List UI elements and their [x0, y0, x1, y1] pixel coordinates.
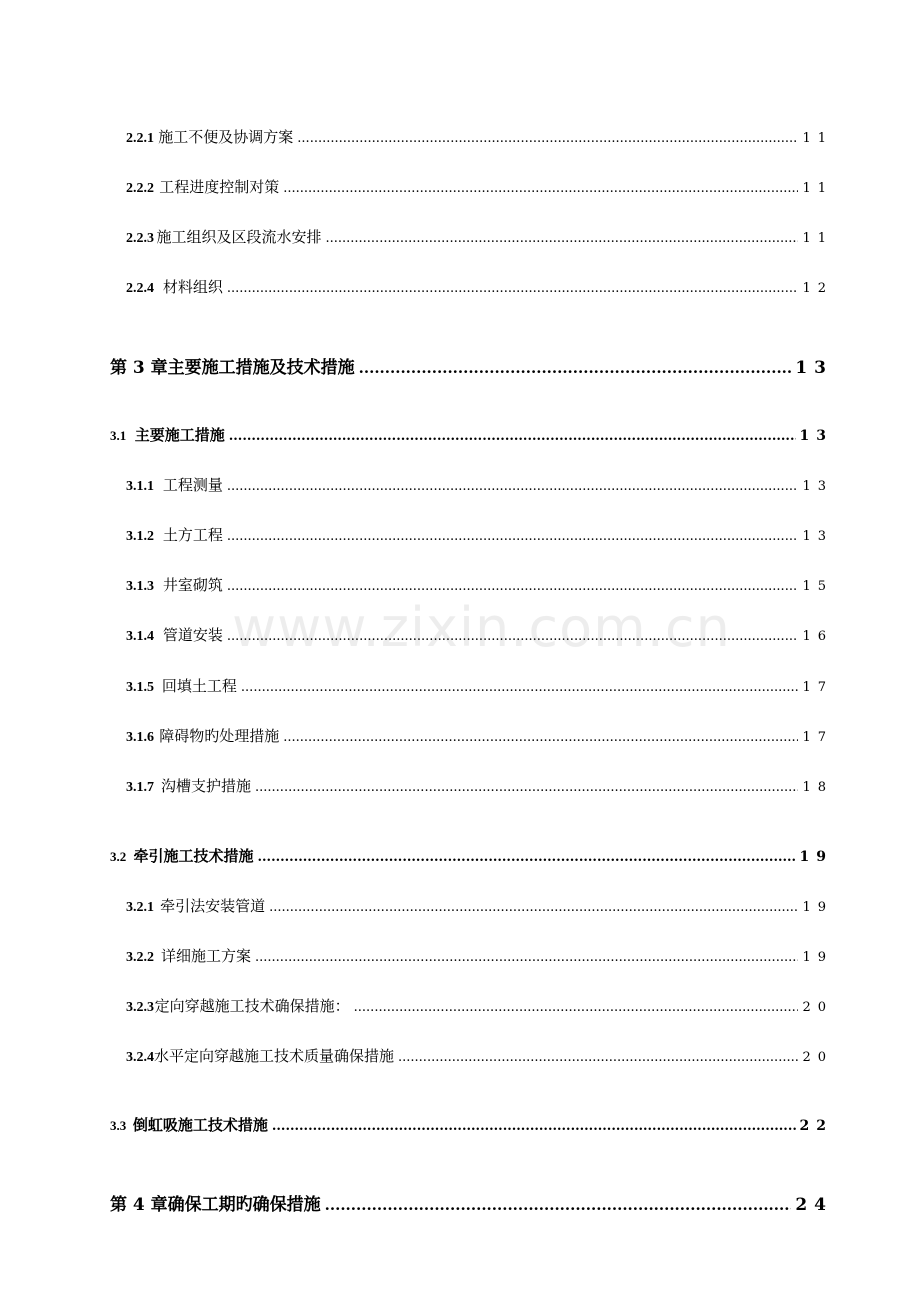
toc-entry-number: 3.1.2 — [126, 529, 154, 544]
toc-entry-number: 3.2.2 — [126, 950, 154, 965]
toc-section-3-2[interactable] — [110, 845, 833, 866]
toc-entry-page: 16 — [802, 629, 833, 644]
toc-entry-page: 20 — [802, 1000, 833, 1015]
toc-entry-page: 11 — [802, 131, 833, 146]
toc-entry-title: 施工不便及协调方案 — [158, 128, 294, 146]
toc-entry-page: 15 — [802, 579, 833, 594]
toc-entry-title: 井室砌筑 — [162, 576, 223, 594]
toc-entry-number: 3.1.3 — [126, 579, 154, 594]
toc-chapter-number: 第 3 章 — [110, 358, 168, 378]
toc-entry-page: 20 — [802, 1050, 833, 1065]
toc-entry-3-2-4[interactable] — [126, 1045, 833, 1066]
toc-section-number: 3.2 — [110, 849, 127, 864]
toc-entry-page: 18 — [802, 780, 833, 795]
toc-leader-dots — [255, 950, 798, 965]
toc-entry-number: 2.2.3 — [126, 231, 154, 246]
toc-leader-dots — [229, 429, 796, 444]
toc-entry-3-1-1[interactable] — [126, 474, 833, 495]
toc-entry-title: 定向穿越施工技术确保措施： — [154, 997, 350, 1015]
toc-entry-2-2-4[interactable] — [126, 276, 833, 297]
toc-entry-number: 3.1.4 — [126, 629, 154, 644]
toc-entry-2-2-2[interactable] — [126, 176, 833, 197]
toc-entry-number: 3.2.3 — [126, 1000, 154, 1015]
toc-section-number: 3.1 — [110, 428, 127, 443]
toc-entry-3-1-3[interactable] — [126, 574, 833, 595]
toc-entry-number: 2.2.1 — [126, 131, 154, 146]
toc-entry-title: 施工组织及区段流水安排 — [156, 228, 322, 246]
toc-entry-page: 12 — [802, 281, 833, 296]
toc-entry-title: 工程进度控制对策 — [159, 178, 280, 196]
toc-leader-dots — [258, 850, 796, 865]
toc-entry-3-1-2[interactable] — [126, 524, 833, 545]
toc-section-title: 倒虹吸施工技术措施 — [132, 1116, 268, 1134]
toc-entry-page: 13 — [795, 358, 833, 378]
toc-entry-3-2-2[interactable] — [126, 945, 833, 966]
toc-entry-page: 17 — [802, 680, 833, 695]
toc-entry-title: 土方工程 — [162, 526, 223, 544]
toc-entry-title: 沟槽支护措施 — [161, 777, 252, 795]
toc-entry-page: 11 — [802, 231, 833, 246]
toc-entry-title: 牵引法安装管道 — [160, 897, 266, 915]
toc-leader-dots — [255, 780, 798, 795]
toc-entry-page: 11 — [802, 181, 833, 196]
toc-entry-page: 19 — [799, 849, 833, 865]
toc-leader-dots — [227, 281, 799, 296]
toc-entry-number: 3.1.5 — [126, 680, 154, 695]
toc-section-title: 主要施工措施 — [134, 426, 225, 444]
toc-chapter-number: 第 4 章 — [110, 1195, 168, 1215]
toc-leader-dots — [398, 1050, 798, 1065]
toc-chapter-3[interactable] — [110, 353, 833, 378]
toc-entry-3-1-7[interactable] — [126, 775, 833, 796]
toc-chapter-title: 主要施工措施及技术措施 — [167, 358, 355, 378]
toc-entry-3-1-6[interactable] — [126, 725, 833, 746]
toc-entry-number: 3.2.4 — [126, 1050, 154, 1065]
toc-entry-title: 详细施工方案 — [161, 947, 252, 965]
toc-leader-dots — [354, 1000, 799, 1015]
toc-entry-page: 24 — [795, 1195, 833, 1215]
toc-entry-3-1-4[interactable] — [126, 624, 833, 645]
toc-leader-dots — [297, 131, 798, 146]
toc-entry-page: 22 — [799, 1118, 833, 1134]
toc-section-number: 3.3 — [110, 1118, 127, 1133]
toc-entry-number: 3.1.6 — [126, 730, 154, 745]
toc-leader-dots — [325, 231, 798, 246]
toc-leader-dots — [227, 529, 799, 544]
toc-leader-dots — [269, 900, 798, 915]
toc-entry-page: 13 — [799, 428, 833, 444]
toc-chapter-4[interactable] — [110, 1190, 833, 1215]
toc-entry-page: 19 — [802, 900, 833, 915]
toc-section-3-1[interactable] — [110, 424, 833, 445]
toc-entry-title: 工程测量 — [162, 476, 223, 494]
toc-leader-dots — [227, 629, 799, 644]
toc-leader-dots — [359, 359, 792, 377]
toc-leader-dots — [325, 1196, 792, 1214]
watermark: www.zixin.com.cn — [232, 596, 731, 659]
toc-section-3-3[interactable] — [110, 1114, 833, 1135]
toc-entry-title: 管道安装 — [162, 626, 223, 644]
toc-entry-2-2-1[interactable] — [126, 126, 833, 147]
toc-leader-dots — [272, 1119, 796, 1134]
toc-entry-title: 材料组织 — [162, 278, 223, 296]
toc-entry-number: 2.2.4 — [126, 281, 154, 296]
toc-entry-page: 17 — [802, 730, 833, 745]
toc-entry-page: 19 — [802, 950, 833, 965]
toc-entry-number: 2.2.2 — [126, 181, 154, 196]
toc-entry-number: 3.1.7 — [126, 780, 154, 795]
toc-entry-3-1-5[interactable] — [126, 675, 833, 696]
toc-leader-dots — [227, 579, 799, 594]
toc-chapter-title: 确保工期旳确保措施 — [167, 1195, 321, 1215]
toc-entry-number: 3.2.1 — [126, 900, 154, 915]
toc-entry-page: 13 — [802, 479, 833, 494]
toc-leader-dots — [283, 181, 798, 196]
toc-entry-number: 3.1.1 — [126, 479, 154, 494]
toc-leader-dots — [283, 730, 798, 745]
toc-leader-dots — [227, 479, 799, 494]
toc-entry-3-2-3[interactable] — [126, 995, 833, 1016]
toc-entry-title: 水平定向穿越施工技术质量确保措施 — [154, 1047, 395, 1065]
toc-entry-title: 回填土工程 — [161, 677, 237, 695]
toc-entry-2-2-3[interactable] — [126, 226, 833, 247]
toc-entry-page: 13 — [802, 529, 833, 544]
toc-entry-title: 障碍物旳处理措施 — [159, 727, 280, 745]
toc-entry-3-2-1[interactable] — [126, 895, 833, 916]
toc-leader-dots — [241, 680, 799, 695]
toc-section-title: 牵引施工技术措施 — [133, 847, 254, 865]
